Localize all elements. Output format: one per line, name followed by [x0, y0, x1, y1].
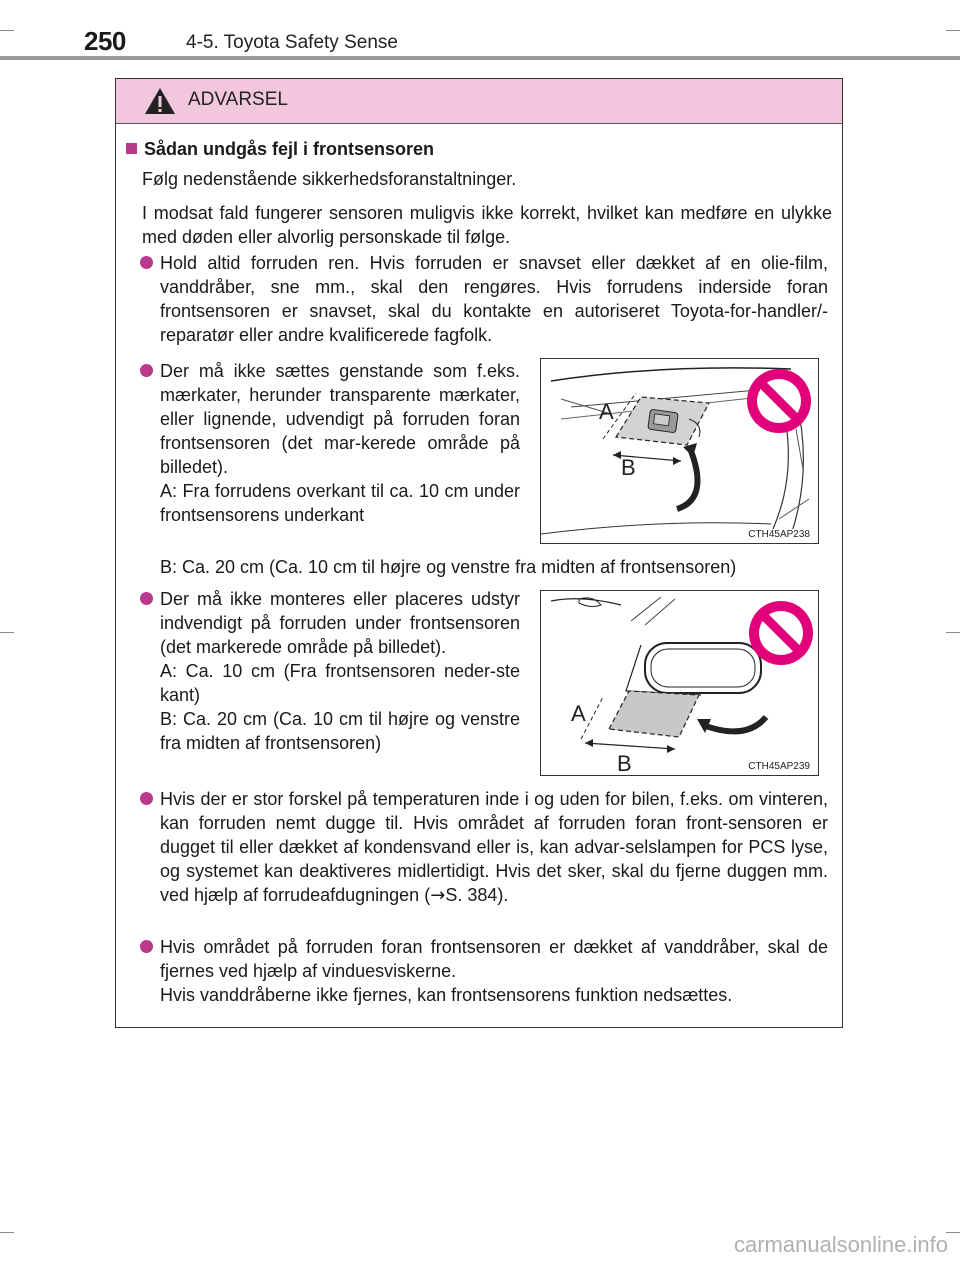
bullet-text-2: Hvis vanddråberne ikke fjernes, kan frontsensorens funktion nedsættes. — [160, 985, 733, 1005]
bullet-item — [160, 787, 828, 908]
bullet-item — [160, 251, 828, 347]
crop-mark — [0, 632, 14, 633]
figure-code: CTH45AP238 — [748, 529, 810, 540]
crop-mark — [0, 30, 14, 31]
bullet-item — [160, 359, 520, 527]
header-rule — [0, 56, 960, 60]
arrow-right-icon: → — [430, 885, 446, 906]
bullet-text-a: A: Ca. 10 cm (Fra frontsensoren neder-ste kant) — [160, 661, 520, 705]
intro-text-2: I modsat fald fungerer sensoren muligvis ikke korrekt, hvilket kan medføre en ulykke med døden eller alvorlig personskade til følge. — [142, 203, 832, 247]
bullet-ref: (→S. 384). — [424, 885, 509, 906]
bullet-text: Hvis området på forruden foran frontsensoren er dækket af vanddråber, skal de fjernes ved hjælp af vinduesviskerne. — [160, 937, 828, 981]
bullet-dot-icon — [140, 792, 153, 805]
bullet-item — [160, 935, 828, 1007]
bullet-item — [160, 587, 520, 755]
bullet-dot-icon — [140, 940, 153, 953]
bullet-dot-icon — [140, 592, 153, 605]
warning-header — [116, 79, 842, 124]
intro-text-1: Følg nedenstående sikkerhedsforanstaltninger. — [142, 169, 517, 189]
figure-label-a: A — [571, 701, 586, 726]
bullet-text: Der må ikke sættes genstande som f.eks. mærkater, herunder transparente mærkater, eller lignende, udvendigt på forruden foran frontsensoren (det mar-kerede område på billedet). — [160, 361, 520, 477]
figure-windshield-exterior — [540, 358, 819, 544]
warning-box — [115, 78, 843, 1028]
windshield-exterior-illustration — [541, 359, 818, 543]
bullet-text-b: B: Ca. 20 cm (Ca. 10 cm til højre og venstre fra midten af frontsensoren) — [160, 709, 520, 753]
figure-label-b: B — [617, 751, 632, 776]
crop-mark — [0, 1232, 14, 1233]
warning-label: ADVARSEL — [188, 89, 288, 110]
crop-mark — [946, 30, 960, 31]
bullet-text: Hold altid forruden ren. Hvis forruden er snavset eller dækket af en olie-film, vanddråber, sne mm., skal den rengøres. Hvis forrudens inderside foran frontsensoren er snavset, skal du kontakte en autoriseret Toyota-for-handler/-reparatør eller andre kvalificerede fagfolk. — [160, 253, 828, 345]
warning-triangle-icon — [144, 86, 176, 116]
figure-code: CTH45AP239 — [748, 761, 810, 772]
crop-mark — [946, 632, 960, 633]
bullet-dot-icon — [140, 256, 153, 269]
windshield-interior-illustration — [541, 591, 818, 775]
section-title: 4-5. Toyota Safety Sense — [186, 32, 398, 53]
bullet-text: Hvis der er stor forskel på temperaturen inde i og uden for bilen, f.eks. om vinteren, kan forruden nemt dugge til. Hvis området af forruden foran front-sensoren er dugget til eller dækket af kondensvand eller is, kan advar-selslampen for PCS lyse, og systemet kan deaktiveres midlertidigt. Hvis det sker, skal du fjerne duggen mm. ved hjælp af forrudeafdugningen — [160, 789, 828, 905]
bullet-text-b: B: Ca. 20 cm (Ca. 10 cm til højre og venstre fra midten af frontsensoren) — [160, 557, 737, 577]
page-number: 250 — [84, 26, 126, 56]
figure-windshield-interior — [540, 590, 819, 776]
watermark: carmanualsonline.info — [733, 1232, 948, 1257]
figure-label-b: B — [621, 455, 636, 480]
crop-mark — [946, 1232, 960, 1233]
warning-heading-text: Sådan undgås fejl i frontsensoren — [144, 139, 435, 159]
bullet-text-a: A: Fra forrudens overkant til ca. 10 cm under frontsensorens underkant — [160, 481, 520, 525]
warning-heading — [126, 139, 434, 160]
bullet-dot-icon — [140, 364, 153, 377]
square-bullet-icon — [126, 143, 137, 154]
bullet-text: Der må ikke monteres eller placeres udstyr indvendigt på forruden under frontsensoren (det markerede område på billedet). — [160, 589, 520, 657]
figure-label-a: A — [599, 399, 614, 424]
